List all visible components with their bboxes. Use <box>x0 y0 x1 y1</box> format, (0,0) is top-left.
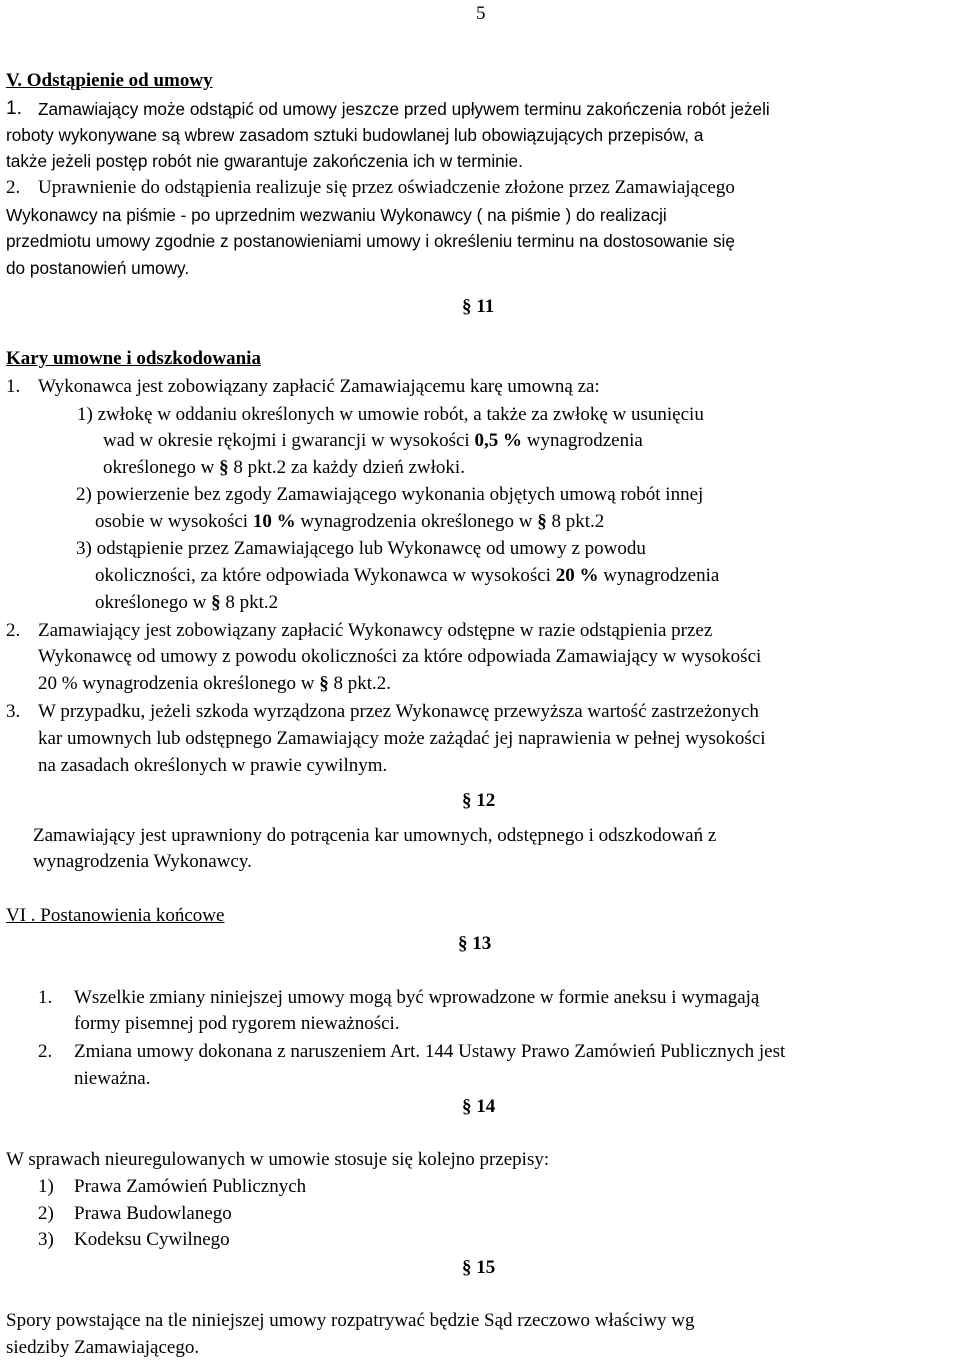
section-sign-icon: § <box>462 790 472 811</box>
law-list-item: Prawa Zamówień Publicznych <box>74 1176 307 1197</box>
paragraph-14-heading <box>462 1096 495 1118</box>
text-span: 8 pkt.2 <box>546 511 605 532</box>
section-sign-icon: § <box>219 457 229 478</box>
penalty-percent: 10 % <box>252 511 296 532</box>
section-v-item-1-line: także jeżeli postęp robót nie gwarantuje zakończenia ich w terminie. <box>6 151 523 171</box>
final-item-2-number: 2. <box>38 1041 53 1062</box>
text-span: 8 pkt.2. <box>328 673 392 694</box>
penalty-subitem-2-line: 2) powierzenie bez zgody Zamawiającego wykonania objętych umową robót innej <box>76 484 704 505</box>
section-sign-icon: § <box>319 673 329 694</box>
section-v-item-1-number: 1. <box>6 98 22 119</box>
text-span: określonego w <box>95 592 212 613</box>
text-span: wynagrodzenia <box>598 565 720 586</box>
text-span: okoliczności, za które odpowiada Wykonawca w wysokości <box>95 565 556 586</box>
penalties-item-1-text: Wykonawca jest zobowiązany zapłacić Zamawiającemu karę umowną za: <box>38 376 600 397</box>
text-span: osobie w wysokości <box>95 511 253 532</box>
penalty-subitem-3-line: 3) odstąpienie przez Zamawiającego lub Wykonawcę od umowy z powodu <box>76 538 646 559</box>
penalties-item-3-number: 3. <box>6 701 21 722</box>
penalties-item-3-line: W przypadku, jeżeli szkoda wyrządzona przez Wykonawcę przewyższa wartość zastrzeżonych <box>38 701 759 722</box>
final-item-1-line: Wszelkie zmiany niniejszej umowy mogą być wprowadzone w formie aneksu i wymagają <box>74 987 760 1008</box>
paragraph-15-heading <box>462 1257 495 1279</box>
section-v-item-2-line: przedmiotu umowy zgodnie z postanowieniami umowy i określeniu terminu na dostosowanie się <box>6 231 735 251</box>
final-item-1-number: 1. <box>38 987 53 1008</box>
section-vi-heading: VI . Postanowienia końcowe <box>6 905 225 926</box>
law-list-number: 3) <box>38 1229 54 1250</box>
law-list-number: 2) <box>38 1203 54 1224</box>
section-sign-icon: § <box>462 296 472 317</box>
section-v-item-2-line: Uprawnienie do odstąpienia realizuje się przez oświadczenie złożone przez Zamawiającego <box>38 177 735 198</box>
text-span: 8 pkt.2 <box>220 592 279 613</box>
paragraph-number: 11 <box>476 296 495 317</box>
law-list-item: Prawa Budowlanego <box>74 1203 232 1224</box>
paragraph-number: 14 <box>476 1096 496 1117</box>
paragraph-number: 13 <box>472 933 492 954</box>
section-sign-icon: § <box>458 933 468 954</box>
penalties-item-2-number: 2. <box>6 620 21 641</box>
paragraph-15-line: Spory powstające na tle niniejszej umowy rozpatrywać będzie Sąd rzeczowo właściwy wg <box>6 1310 695 1331</box>
penalty-subitem-3-line <box>95 565 719 587</box>
text-span: wad w okresie rękojmi i gwarancji w wysokości <box>103 430 475 451</box>
page-number: 5 <box>476 3 486 24</box>
section-v-item-2-line: do postanowień umowy. <box>6 258 190 278</box>
law-list-item: Kodeksu Cywilnego <box>74 1229 230 1250</box>
penalty-subitem-1-line <box>103 457 465 479</box>
law-list-number: 1) <box>38 1176 54 1197</box>
penalty-subitem-1-line <box>103 430 643 452</box>
penalties-item-3-line: na zasadach określonych w prawie cywilnym. <box>38 755 388 776</box>
penalties-item-2-line <box>38 673 391 695</box>
penalties-item-2-line: Zamawiający jest zobowiązany zapłacić Wykonawcy odstępne w razie odstąpienia przez <box>38 620 713 641</box>
penalty-percent: 0,5 % <box>474 430 522 451</box>
paragraph-13-heading <box>458 933 491 955</box>
paragraph-12-line: wynagrodzenia Wykonawcy. <box>33 851 252 872</box>
section-sign-icon: § <box>537 511 547 532</box>
section-v-item-2-line: Wykonawcy na piśmie - po uprzednim wezwaniu Wykonawcy ( na piśmie ) do realizacji <box>6 205 667 225</box>
penalties-item-3-line: kar umownych lub odstępnego Zamawiający może zażądać jej naprawienia w pełnej wysokości <box>38 728 766 749</box>
section-v-item-2-number: 2. <box>6 177 21 198</box>
penalty-subitem-2-line <box>95 511 604 533</box>
text-span: wynagrodzenia określonego w <box>295 511 538 532</box>
penalty-subitem-3-line <box>95 592 278 614</box>
penalties-item-1-number: 1. <box>6 376 21 397</box>
paragraph-12-line: Zamawiający jest uprawniony do potrącenia kar umownych, odstępnego i odszkodowań z <box>33 825 717 846</box>
final-item-1-line: formy pisemnej pod rygorem nieważności. <box>74 1013 400 1034</box>
final-item-2-line: nieważna. <box>74 1068 151 1089</box>
paragraph-number: 12 <box>476 790 496 811</box>
text-span: 20 % wynagrodzenia określonego w <box>38 673 320 694</box>
penalties-heading: Kary umowne i odszkodowania <box>6 348 261 369</box>
final-item-2-line: Zmiana umowy dokonana z naruszeniem Art. 144 Ustawy Prawo Zamówień Publicznych jest <box>74 1041 786 1062</box>
section-v-item-1-line: roboty wykonywane są wbrew zasadom sztuki budowlanej lub obowiązujących przepisów, a <box>6 125 704 145</box>
text-span: określonego w <box>103 457 220 478</box>
section-sign-icon: § <box>462 1257 472 1278</box>
penalties-item-2-line: Wykonawcę od umowy z powodu okoliczności za które odpowiada Zamawiający w wysokości <box>38 646 762 667</box>
section-sign-icon: § <box>211 592 221 613</box>
section-sign-icon: § <box>462 1096 472 1117</box>
paragraph-number: 15 <box>476 1257 496 1278</box>
paragraph-14-intro: W sprawach nieuregulowanych w umowie stosuje się kolejno przepisy: <box>6 1149 550 1170</box>
penalty-percent: 20 % <box>555 565 599 586</box>
paragraph-15-line: siedziby Zamawiającego. <box>6 1337 200 1358</box>
text-span: 8 pkt.2 za każdy dzień zwłoki. <box>228 457 465 478</box>
paragraph-11-heading <box>462 296 494 318</box>
paragraph-12-heading <box>462 790 495 812</box>
section-v-heading: V. Odstąpienie od umowy <box>6 70 213 91</box>
section-v-item-1-line: Zamawiający może odstąpić od umowy jeszcze przed upływem terminu zakończenia robót jeżeli <box>38 99 770 119</box>
text-span: wynagrodzenia <box>521 430 643 451</box>
penalty-subitem-1-line: 1) zwłokę w oddaniu określonych w umowie robót, a także za zwłokę w usunięciu <box>77 404 704 425</box>
